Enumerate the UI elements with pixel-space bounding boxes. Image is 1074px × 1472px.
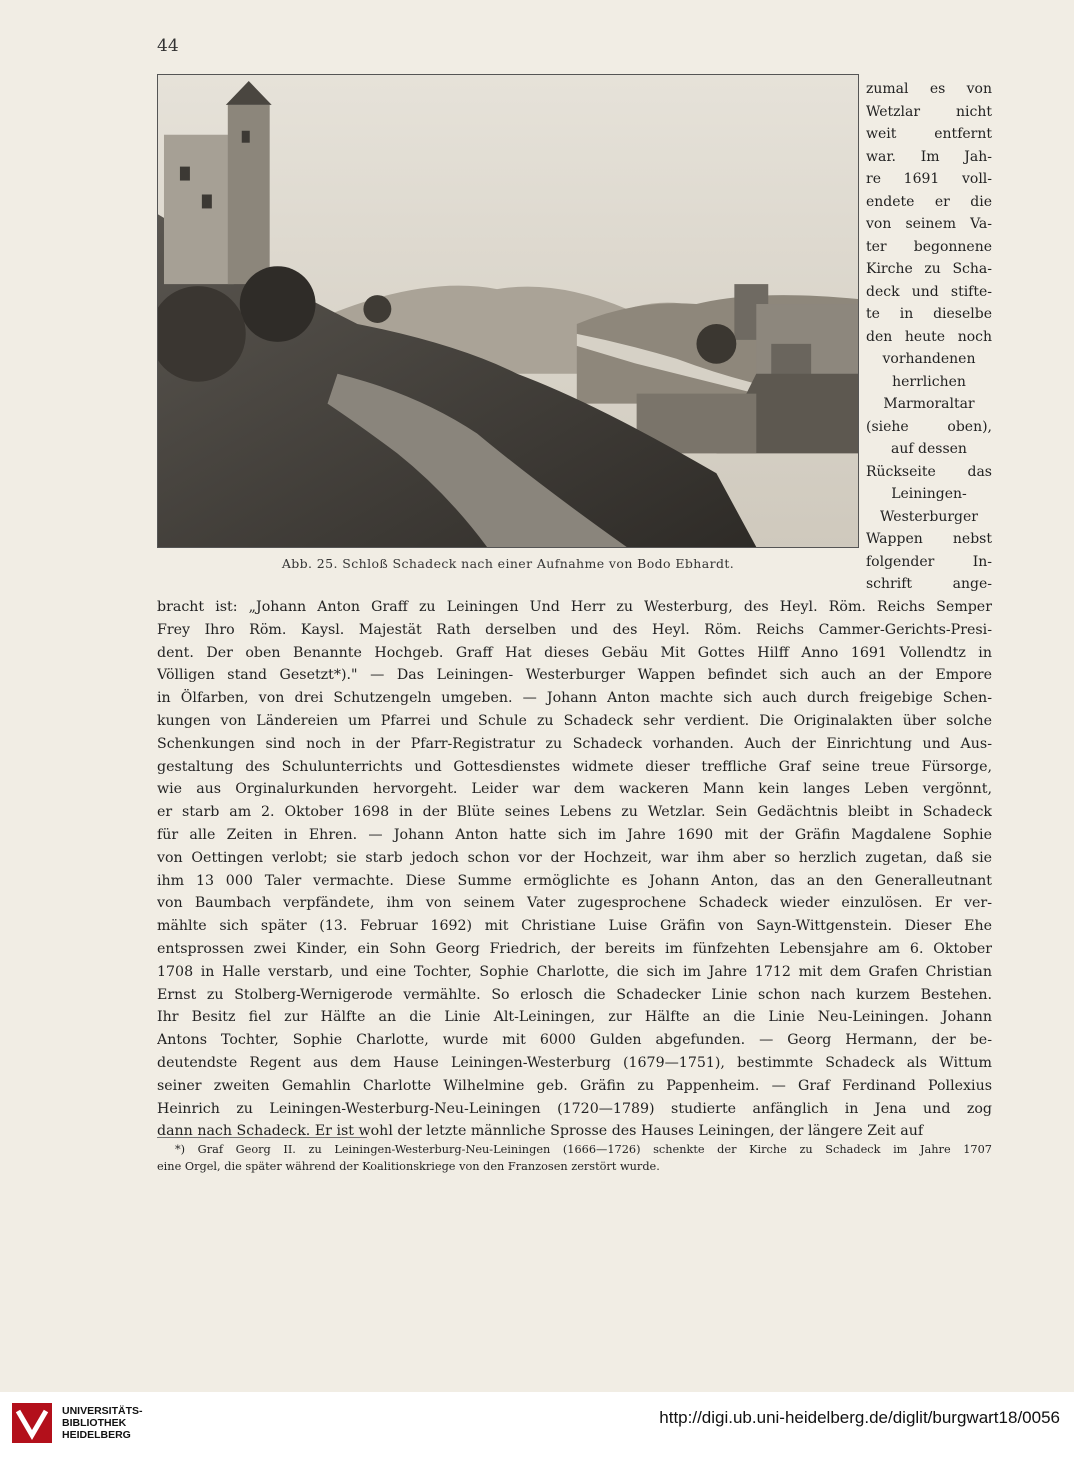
body-line: kungen von Ländereien um Pfarrei und Schule zu Schadeck sehr verdient. Die Originalakten über solche	[157, 712, 992, 729]
footer-bar	[0, 1392, 1074, 1472]
body-line: dann nach Schadeck. Er ist wohl der letzte männliche Sprosse des Hauses Leiningen, der längere Zeit auf	[157, 1123, 924, 1140]
side-text-line: te in dieselbe	[866, 306, 992, 322]
side-text-line: zumal es von	[866, 81, 992, 97]
body-line: Völligen stand Gesetzt*)." — Das Leiningen- Westerburger Wappen befindet sich auch an der Empore	[157, 667, 992, 684]
footnote	[157, 1141, 992, 1175]
body-line: er starb am 2. Oktober 1698 in der Blüte seines Lebens zu Wetzlar. Sein Gedächtnis bleibt in Schadeck	[157, 804, 992, 821]
side-text-line: Rückseite das	[866, 463, 992, 480]
side-text-line: endete er die	[866, 193, 992, 210]
library-logo[interactable]	[10, 1401, 143, 1445]
castle-landscape-illustration	[158, 75, 858, 547]
library-name	[62, 1405, 143, 1441]
body-line: in Ölfarben, von drei Schutzengeln umgeben. — Johann Anton machte sich auch durch freigebige Schen-	[157, 690, 992, 707]
side-text-line: weit entfernt	[866, 126, 992, 142]
body-line: bracht ist: „Johann Anton Graff zu Leiningen Und Herr zu Westerburg, des Heyl. Röm. Reichs Semper	[157, 599, 992, 615]
side-text-column	[866, 78, 992, 596]
side-text-line: herrlichen	[892, 373, 966, 390]
body-line: mählte sich später (13. Februar 1692) mit Christiane Luise Gräfin von Sayn-Wittgenstein. Dieser Ehe	[157, 918, 992, 935]
body-line: Schenkungen sind noch in der Pfarr-Registratur zu Schadeck vorhanden. Auch der Einrichtung und Aus-	[157, 735, 992, 752]
side-text-line: (siehe oben),	[866, 418, 992, 435]
footnote-divider	[157, 1137, 367, 1138]
body-line: von Oettingen verlobt; sie starb jedoch schon vor der Hochzeit, war ihm aber so herzlich zugetan, daß sie	[157, 849, 992, 866]
library-name-line: BIBLIOTHEK	[62, 1417, 127, 1429]
side-text-line: schrift ange-	[866, 576, 992, 592]
side-text-line: vorhandenen	[882, 351, 976, 367]
castle-photo	[157, 74, 859, 548]
figure-caption: Abb. 25. Schloß Schadeck nach einer Aufnahme von Bodo Ebhardt.	[281, 556, 735, 571]
body-line: Ihr Besitz fiel zur Hälfte an die Linie Alt-Leiningen, zur Hälfte an die Linie Neu-Leiningen. Johann	[157, 1009, 992, 1026]
body-text	[157, 596, 992, 1143]
library-emblem-icon	[10, 1401, 54, 1445]
side-text-line: war. Im Jah-	[866, 148, 992, 165]
body-line: Frey Ihro Röm. Kaysl. Majestät Rath derselben und des Heyl. Röm. Reichs Cammer-Gerichts-Presi-	[157, 621, 992, 638]
body-line: entsprossen zwei Kinder, ein Sohn Georg Friedrich, der bereits im fünfzehten Lebensjahre am 6. Oktober	[157, 940, 992, 957]
side-text-line: auf dessen	[891, 441, 967, 457]
body-line: Antons Tochter, Sophie Charlotte, wurde mit 6000 Gulden abgefunden. — Georg Hermann, der be-	[157, 1032, 992, 1049]
body-line: für alle Zeiten in Ehren. — Johann Anton hatte sich im Jahre 1690 mit der Gräfin Magdalene Sophie	[157, 826, 992, 843]
body-line: Heinrich zu Leiningen-Westerburg-Neu-Leiningen (1720—1789) studierte anfänglich in Jena und zog	[157, 1100, 992, 1117]
library-name-line: UNIVERSITÄTS-	[62, 1405, 143, 1417]
body-line: Ernst zu Stolberg-Wernigerode vermählte. So erlosch die Schadecker Linie schon nach kurzem Bestehen.	[157, 986, 992, 1003]
body-line: seiner zweiten Gemahlin Charlotte Wilhelmine geb. Gräfin zu Pappenheim. — Graf Ferdinand Pollexius	[157, 1077, 992, 1094]
side-text-line: deck und stifte-	[866, 283, 992, 300]
side-text-line: Wappen nebst	[866, 531, 992, 547]
side-text-line: re 1691 voll-	[866, 171, 992, 187]
side-text-line: ter begonnene	[866, 238, 992, 255]
source-url-link[interactable]: http://digi.ub.uni-heidelberg.de/diglit/burgwart18/0056	[659, 1408, 1060, 1427]
side-text-line: Marmoraltar	[883, 396, 975, 412]
side-text-line: Wetzlar nicht	[866, 103, 992, 120]
body-line: ihm 13 000 Taler vermachte. Diese Summe ermöglichte es Johann Anton, das an den Generalleutnant	[157, 872, 992, 889]
body-line: dent. Der oben Benannte Hochgeb. Graff Hat dieses Gebäu Mit Gottes Hilff Anno 1691 Vollendtz in	[157, 644, 992, 661]
page-number: 44	[157, 36, 179, 56]
footnote-line: eine Orgel, die später während der Koalitionskriege von den Franzosen zerstört wurde.	[157, 1160, 660, 1173]
body-line: wie aus Orginalurkunden hervorgeht. Leider war dem wackeren Mann kein langes Leben vergönnt,	[157, 781, 992, 798]
library-name-line: HEIDELBERG	[62, 1429, 131, 1441]
side-text-line: Leiningen-	[891, 486, 967, 502]
side-text-line: von seinem Va-	[866, 216, 992, 232]
footnote-line: *) Graf Georg II. zu Leiningen-Westerburg-Neu-Leiningen (1666—1726) schenkte der Kirche zu Schadeck im Jahre 1707	[175, 1143, 992, 1156]
side-text-line: Kirche zu Scha-	[866, 261, 992, 277]
side-text-line: folgender In-	[866, 553, 992, 570]
side-text-line: Westerburger	[880, 508, 978, 525]
side-text-line: den heute noch	[866, 328, 992, 345]
body-line: 1708 in Halle verstarb, und eine Tochter, Sophie Charlotte, die sich im Jahre 1712 mit dem Grafen Christian	[157, 963, 992, 980]
body-line: gestaltung des Schulunterrichts und Gottesdienstes widmete dieser treffliche Graf seine treue Fürsorge,	[157, 758, 992, 775]
body-line: deutendste Regent aus dem Hause Leiningen-Westerburg (1679—1751), bestimmte Schadeck als Wittum	[157, 1054, 992, 1071]
body-line: von Baumbach verpfändete, ihm von seinem Vater zugesprochene Schadeck wieder einzulösen. Er ver-	[157, 895, 992, 912]
